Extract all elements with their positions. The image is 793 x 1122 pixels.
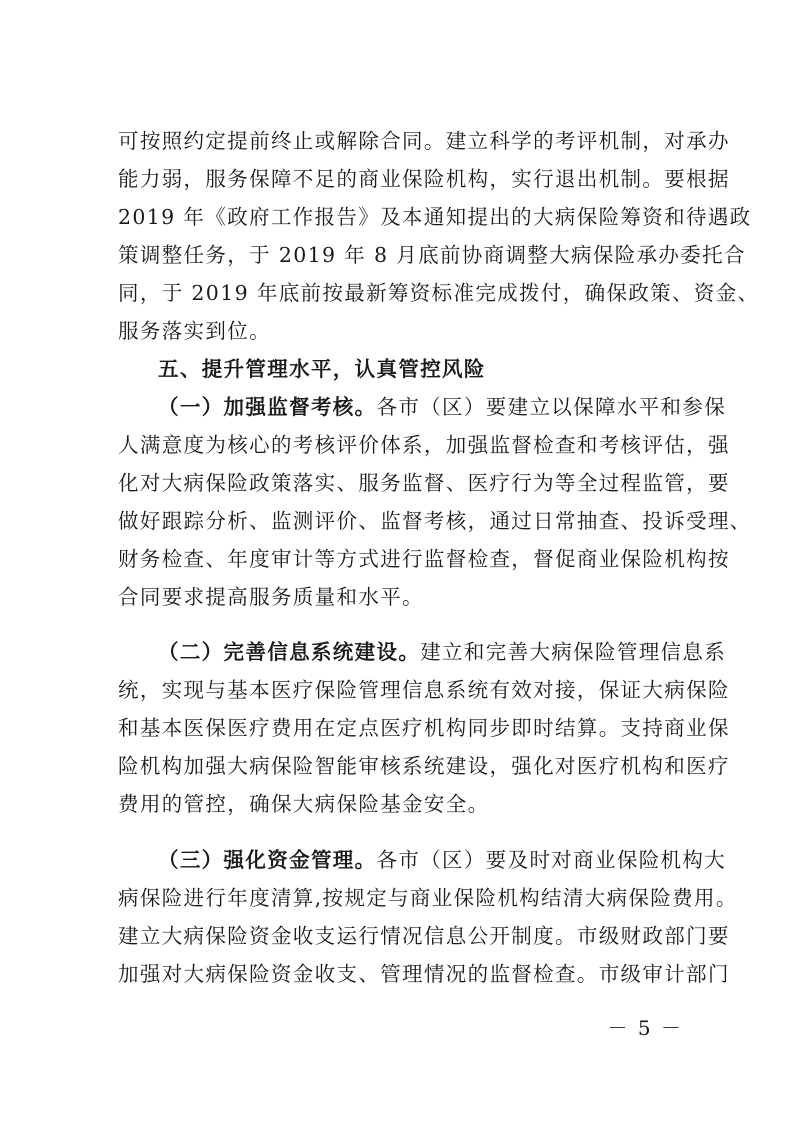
item-3-first: 各市（区）要及时对商业保险机构大 xyxy=(376,848,727,872)
body-line-4: 策调整任务，于 2019 年 8 月底前协商调整大病保险承办委托合 xyxy=(118,243,746,267)
item-3-lead: （三）强化资金管理。 xyxy=(158,848,377,872)
item-1-line-4: 做好跟踪分析、监测评价、监督考核，通过日常抽查、投诉受理、 xyxy=(118,509,752,533)
body-line-5: 同，于 2019 年底前按最新筹资标准完成拨付，确保政策、资金、 xyxy=(118,281,760,305)
body-line-3: 2019 年《政府工作报告》及本通知提出的大病保险筹资和待遇政 xyxy=(118,205,752,229)
body-line-6: 服务落实到位。 xyxy=(118,319,271,343)
item-3-line-4: 加强对大病保险资金收支、管理情况的监督检查。市级审计部门 xyxy=(118,962,730,986)
item-3-line-3: 建立大病保险资金收支运行情况信息公开制度。市级财政部门要 xyxy=(118,924,730,948)
item-2-line-5: 费用的管控，确保大病保险基金安全。 xyxy=(118,792,490,816)
body-line-1: 可按照约定提前终止或解除合同。建立科学的考评机制，对承办 xyxy=(118,129,730,153)
item-1-line-5: 财务检查、年度审计等方式进行监督检查，督促商业保险机构按 xyxy=(118,547,730,571)
item-1-first-line xyxy=(158,392,727,422)
item-2-line-4: 险机构加强大病保险智能审核系统建设，强化对医疗机构和医疗 xyxy=(118,754,730,778)
item-1-line-2: 人满意度为核心的考核评价体系，加强监督检查和考核评估，强 xyxy=(118,433,730,457)
section-heading: 五、提升管理水平，认真管控风险 xyxy=(158,357,486,381)
item-1-first: 各市（区）要建立以保障水平和参保 xyxy=(376,395,727,419)
item-2-lead: （二）完善信息系统建设。 xyxy=(158,640,421,664)
body-line-2: 能力弱，服务保障不足的商业保险机构，实行退出机制。要根据 xyxy=(118,167,730,191)
item-3-line-2: 病保险进行年度清算,按规定与商业保险机构结清大病保险费用。 xyxy=(118,886,738,910)
item-1-lead: （一）加强监督考核。 xyxy=(158,395,377,419)
item-1-line-6: 合同要求提高服务质量和水平。 xyxy=(118,585,424,609)
page-number: － 5 － xyxy=(607,1016,683,1040)
item-2-line-2: 统，实现与基本医疗保险管理信息系统有效对接，保证大病保险 xyxy=(118,678,730,702)
item-1-line-3: 化对大病保险政策落实、服务监督、医疗行为等全过程监管，要 xyxy=(118,471,730,495)
item-2-first: 建立和完善大病保险管理信息系 xyxy=(420,640,727,664)
item-3-first-line xyxy=(158,845,727,875)
item-2-first-line xyxy=(158,637,727,667)
item-2-line-3: 和基本医保医疗费用在定点医疗机构同步即时结算。支持商业保 xyxy=(118,716,730,740)
